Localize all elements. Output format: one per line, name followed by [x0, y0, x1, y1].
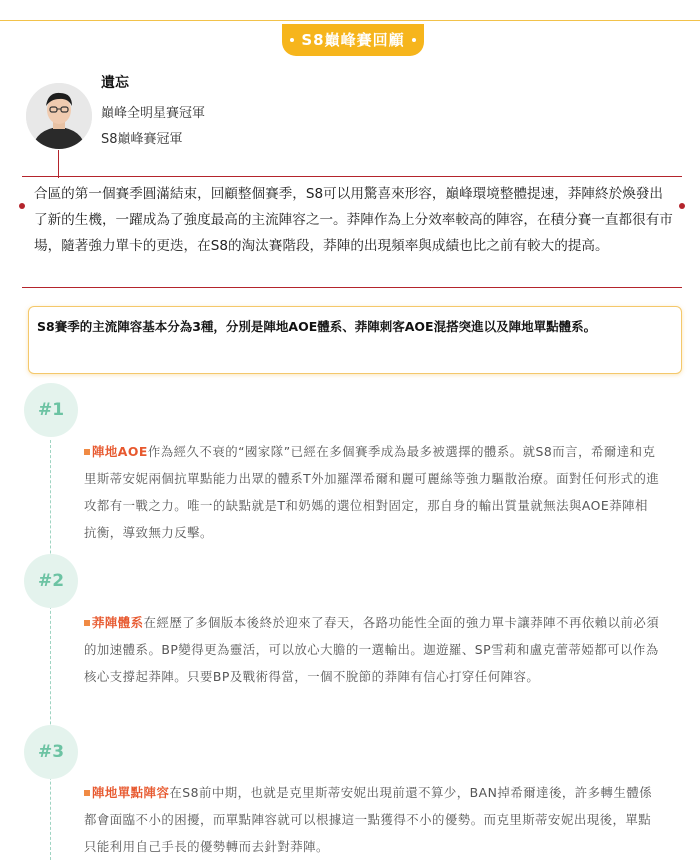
section-paragraph: [84, 779, 660, 860]
bullet-square-icon: [84, 790, 90, 796]
section-number: #3: [24, 725, 78, 779]
section-paragraph: [84, 438, 660, 546]
section-number: #1: [24, 383, 78, 437]
section-highlight: 陣地AOE: [92, 444, 148, 459]
summary-text: S8賽季的主流陣容基本分為3種，分別是陣地AOE體系、莽陣刺客AOE混搭突進以及陣地單點體系。: [37, 319, 597, 334]
intro-text: 合區的第一個賽季圓滿結束，回顧整個賽季，S8可以用驚喜來形容，巔峰環境整體提速，莽陣終於煥發出了新的生機，一躍成為了強度最高的主流陣容之一。莽陣作為上分效率較高的陣容，在積分賽一直都很有市場，隨著強力單卡的更迭，在S8的淘汰賽階段，莽陣的出現頻率與成績也比之前有較大的提高。: [34, 186, 673, 254]
section-text: 在S8前中期，也就是克里斯蒂安妮出現前還不算少，BAN掉希爾達後，許多轉生體係都會面臨不小的困擾，而單點陣容就可以根據這一點獲得不小的優勢。而克里斯蒂安妮出現後，單點只能利用自己手長的優勢轉而去針對莽陣。: [84, 785, 653, 854]
section-text: 作為經久不衰的“國家隊”已經在多個賽季成為最多被選擇的體系。就S8而言，希爾達和克里斯蒂安妮兩個抗單點能力出眾的體系T外加羅澤希爾和麗可麗絲等強力驅散治療。面對任何形式的進攻都有一戰之力。唯一的缺點就是T和奶媽的選位相對固定，那自身的輸出質量就無法與AOE莽陣相抗衡，導致無力反擊。: [84, 444, 660, 540]
page-title: S8巔峰賽回顧: [282, 24, 424, 56]
section-number: #2: [24, 554, 78, 608]
section-paragraph: [84, 609, 660, 690]
connector-line: [58, 150, 59, 178]
avatar: [26, 83, 92, 149]
summary-box: [28, 306, 682, 374]
bullet-square-icon: [84, 449, 90, 455]
player-name: 遺忘: [101, 75, 129, 91]
header-divider: [0, 20, 700, 21]
bullet-square-icon: [84, 620, 90, 626]
intro-box: [22, 176, 682, 288]
section-highlight: 陣地單點陣容: [92, 785, 170, 800]
section-text: 在經歷了多個版本後終於迎來了春天，各路功能性全面的強力單卡讓莽陣不再依賴以前必須的加速體系。BP變得更為靈活，可以放心大膽的一選輸出。迦遊羅、SP雪莉和盧克蕾蒂婭都可以作為核心支撐起莽陣。只要BP及戰術得當，一個不脫節的莽陣有信心打穿任何陣容。: [84, 615, 660, 684]
section-highlight: 莽陣體系: [92, 615, 144, 630]
frame-dot: [19, 203, 25, 209]
player-title: S8巔峰賽冠軍: [101, 132, 183, 147]
player-title: 巔峰全明星賽冠軍: [101, 106, 206, 121]
timeline-line: [50, 440, 51, 860]
frame-dot: [679, 203, 685, 209]
